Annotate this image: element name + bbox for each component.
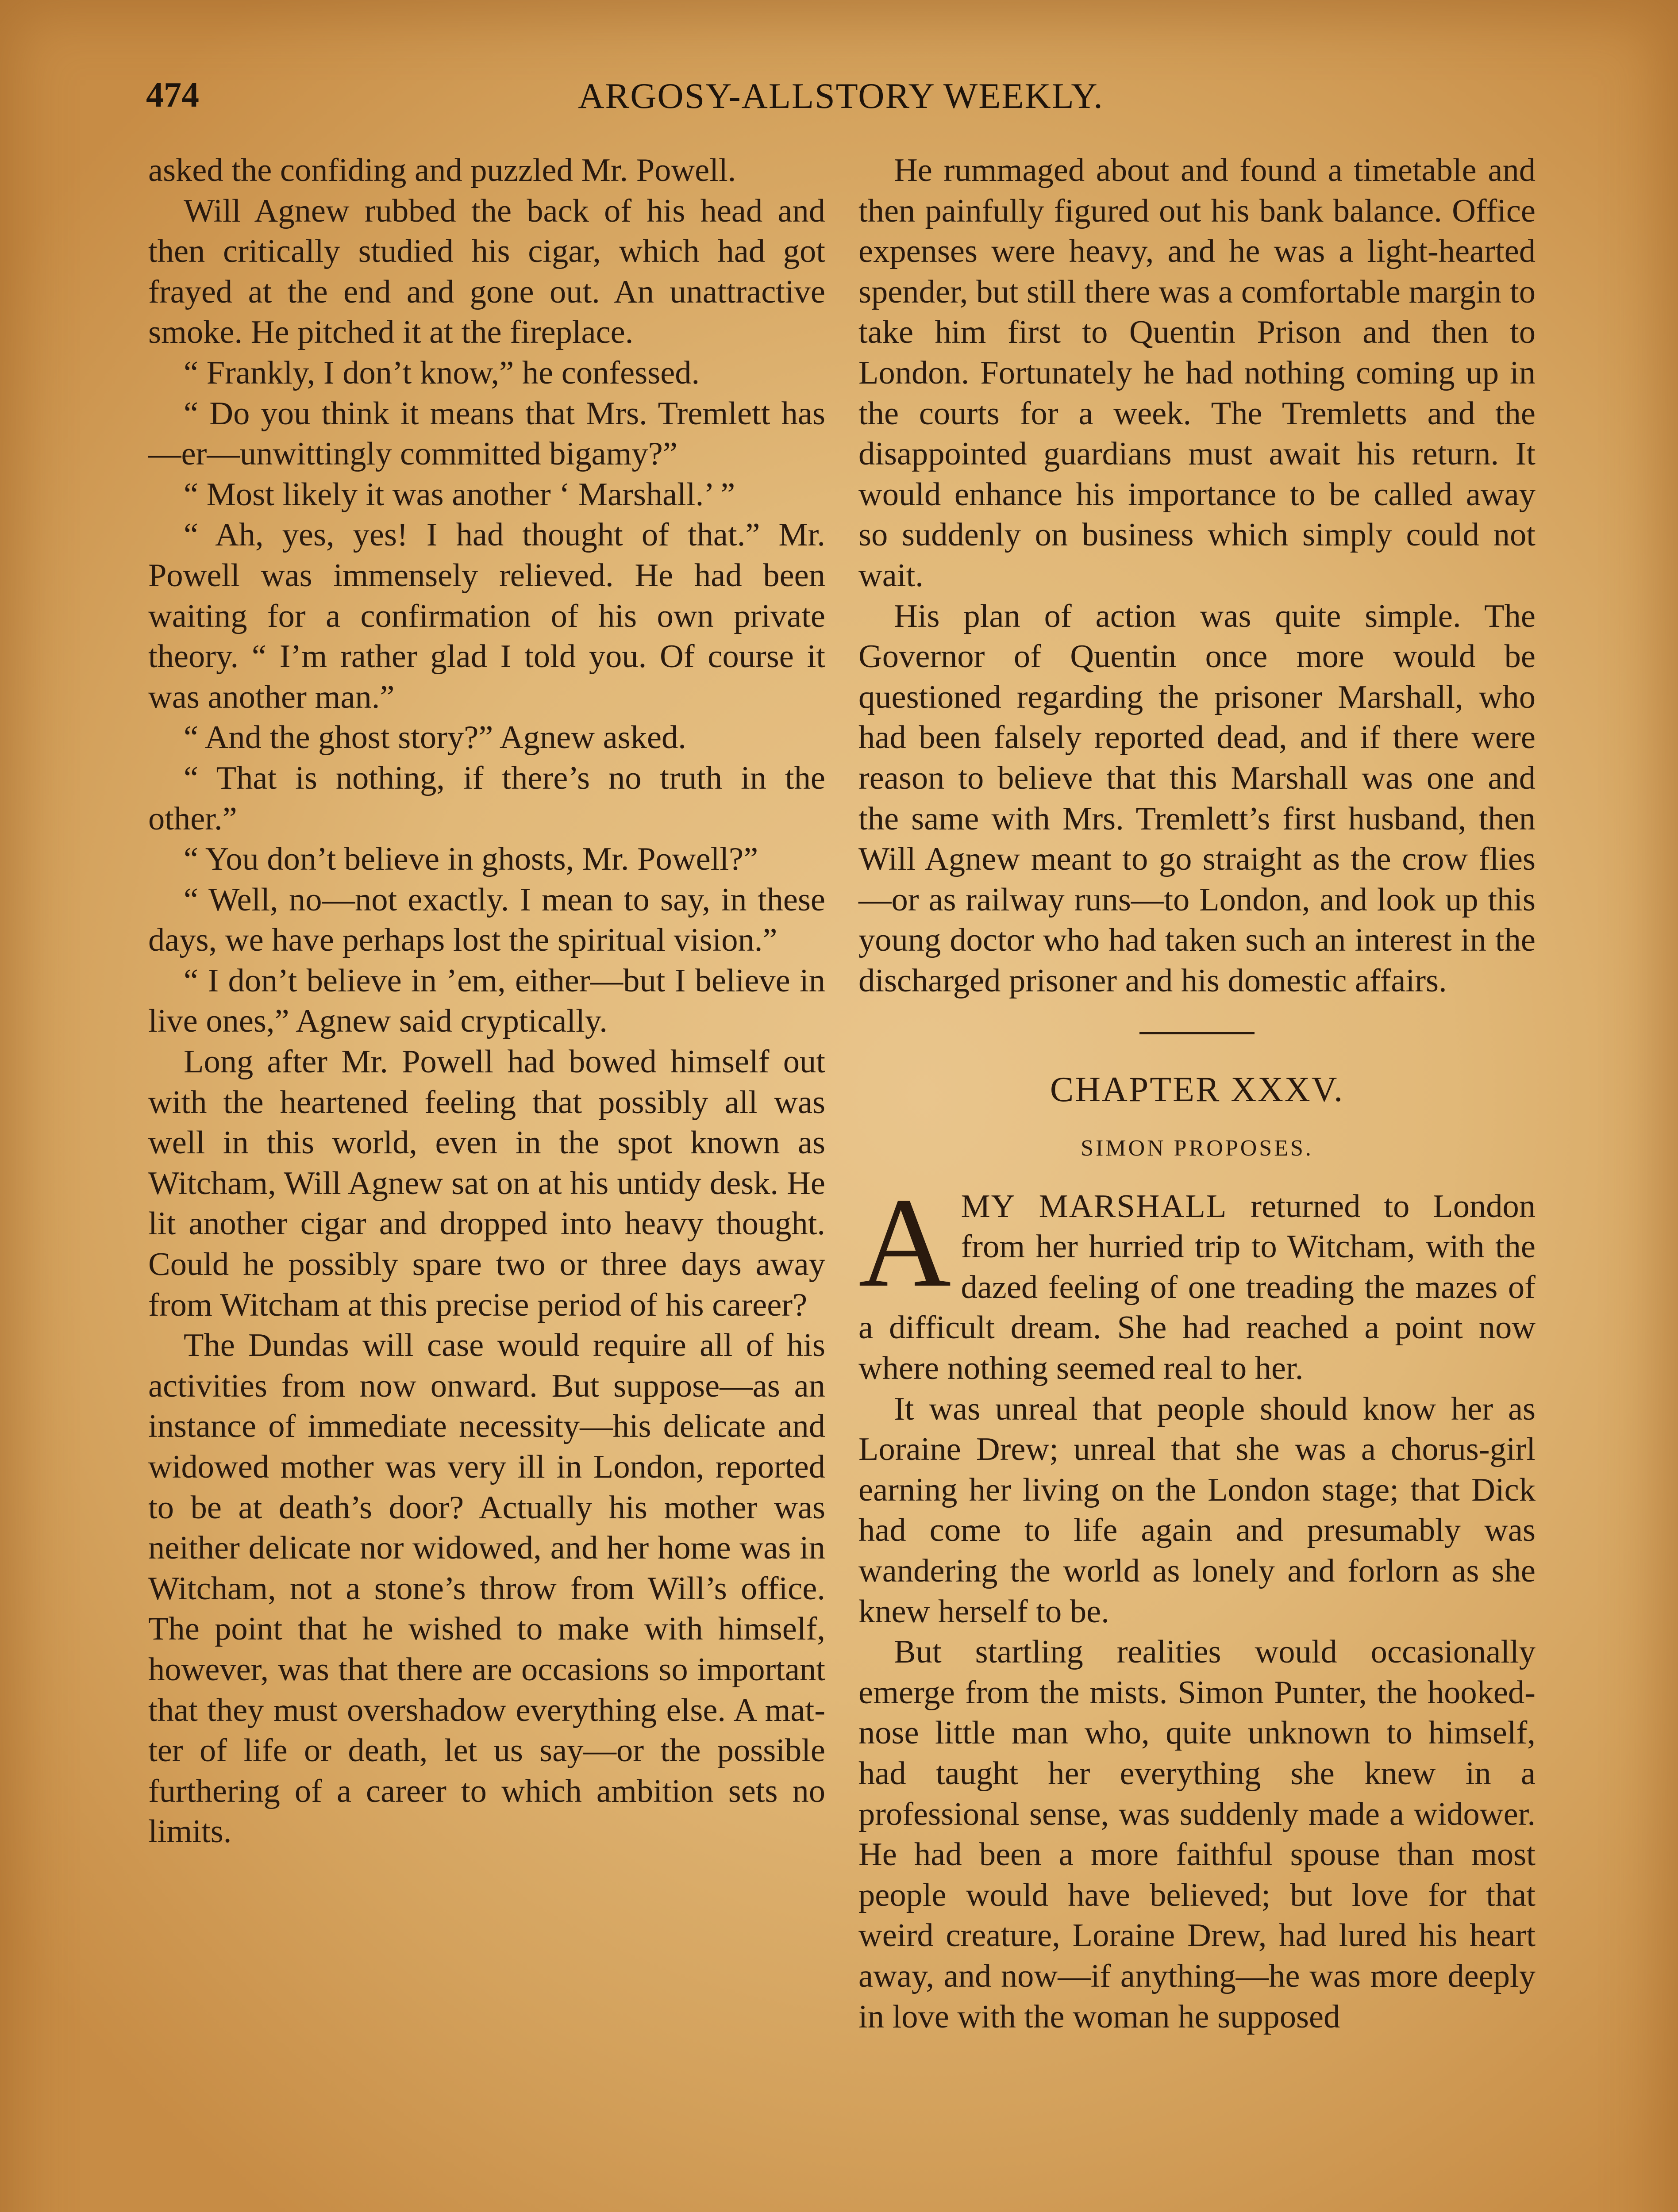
opening-smallcaps: MY MARSHALL [961,1188,1228,1225]
paragraph: But startling realities would occasionally emerge from the mists. Simon Punter, the hooked-nose little man who, quite unknown to himself, had taught her everything she knew in a professional sense, was suddenly made a widower. He had been a more faithful spouse than most people would have believed; but love for that weird creature, Loraine Drew, had lured his heart away, and now—if anything—he was more deeply in love with the woman he supposed [858,1634,1536,2035]
paragraph: “ That is nothing, if there’s no truth in the other.” [148,760,825,837]
paragraph: “ Frankly, I don’t know,” he confessed. [184,354,700,391]
page-number: 474 [146,76,199,115]
paragraph: “ Ah, yes, yes! I had thought of that.” Mr. Powell was immensely relieved. He had been waiting for a confirmation of his own private theory. “ I’m rather glad I told you. Of course it was another man.” [148,517,825,715]
page-header [146,75,1536,124]
paragraph: He rummaged about and found a timetable and then painfully figured out his bank balance. Office expenses were heavy, and he was a light-hearted spender, but still there was a comfortable margin to take him first to Quentin Prison and then to London. Fortunately he had nothing coming up in the courts for a week. The Tremletts and the disappointed guardians must await his return. It would enhance his importance to be called away so suddenly on business which simply could not wait. [858,152,1536,594]
paragraph: “ Well, no—not exactly. I mean to say, in these days, we have perhaps lost the spiritual vision.” [148,881,825,959]
right-column [858,150,1536,2037]
paragraph: Will Agnew rubbed the back of his head and then critically studied his cigar, which had got frayed at the end and gone out. An unattractive smoke. He pitched it at the fireplace. [148,192,825,351]
paragraph: asked the confiding and puzzled Mr. Powell. [148,152,736,188]
paragraph: “ Do you think it means that Mrs. Tremlett has—er—unwittingly committed bigamy?” [148,395,825,472]
running-head: ARGOSY-ALLSTORY WEEKLY. [578,76,1104,116]
paragraph: His plan of action was quite simple. The Governor of Quentin once more would be questioned regarding the prisoner Marshall, who had been falsely reported dead, and if there were reason to believe that this Marshall was one and the same with Mrs. Tremlett’s first husband, then Will Agnew meant to go straight as the crow flies—or as railway runs—to London, and look up this young doctor who had taken such an interest in the discharged prisoner and his domestic affairs. [858,598,1536,999]
chapter-opening-paragraph [858,1171,1536,1389]
left-column [148,150,825,1852]
chapter-title: CHAPTER XXXV. [1050,1070,1344,1110]
paragraph: “ I don’t believe in ’em, either—but I believe in live ones,” Agnew said cryptically. [148,962,825,1040]
paragraph: The Dundas will case would require all of his activities from now onward. But suppose—as an instance of immediate necessity—his delicate and widowed mother was very ill in London, reported to be at death’s door? Actually his mother was neither delicate nor widowed, and her home was in Witcham, not a stone’s throw from Will’s office. The point that he wished to make with himself, however, was that there are occasions so important that they must overshadow everything else. A matter of life or death, let us say—or the possible furthering of a career to which ambition sets no limits. [148,1327,825,1850]
paragraph: “ Most likely it was another ‘ Marshall.’ ” [184,476,735,513]
opening-text: returned to London from her hurried trip to Witcham, with the dazed feeling of one treading the mazes of a difficult dream. She had reached a point now where nothing seemed real to her. [858,1188,1536,1387]
section-divider [1139,1032,1255,1034]
chapter-subtitle: SIMON PROPOSES. [1081,1136,1313,1161]
paragraph: Long after Mr. Powell had bowed himself out with the heartened feeling that possibly all was well in this world, even in the spot known as Witcham, Will Agnew sat on at his untidy desk. He lit another cigar and dropped into heavy thought. Could he possibly spare two or three days away from Witcham at this precise period of his career? [148,1044,825,1323]
paragraph: “ And the ghost story?” Agnew asked. [184,719,686,756]
paragraph: “ You don’t believe in ghosts, Mr. Powell?” [184,841,758,878]
paragraph: It was unreal that people should know her as Loraine Drew; unreal that she was a chorus-girl earning her living on the London stage; that Dick had come to life again and presumably was wandering the world as lonely and forlorn as she knew herself to be. [858,1390,1536,1630]
drop-cap: A [858,1171,951,1313]
